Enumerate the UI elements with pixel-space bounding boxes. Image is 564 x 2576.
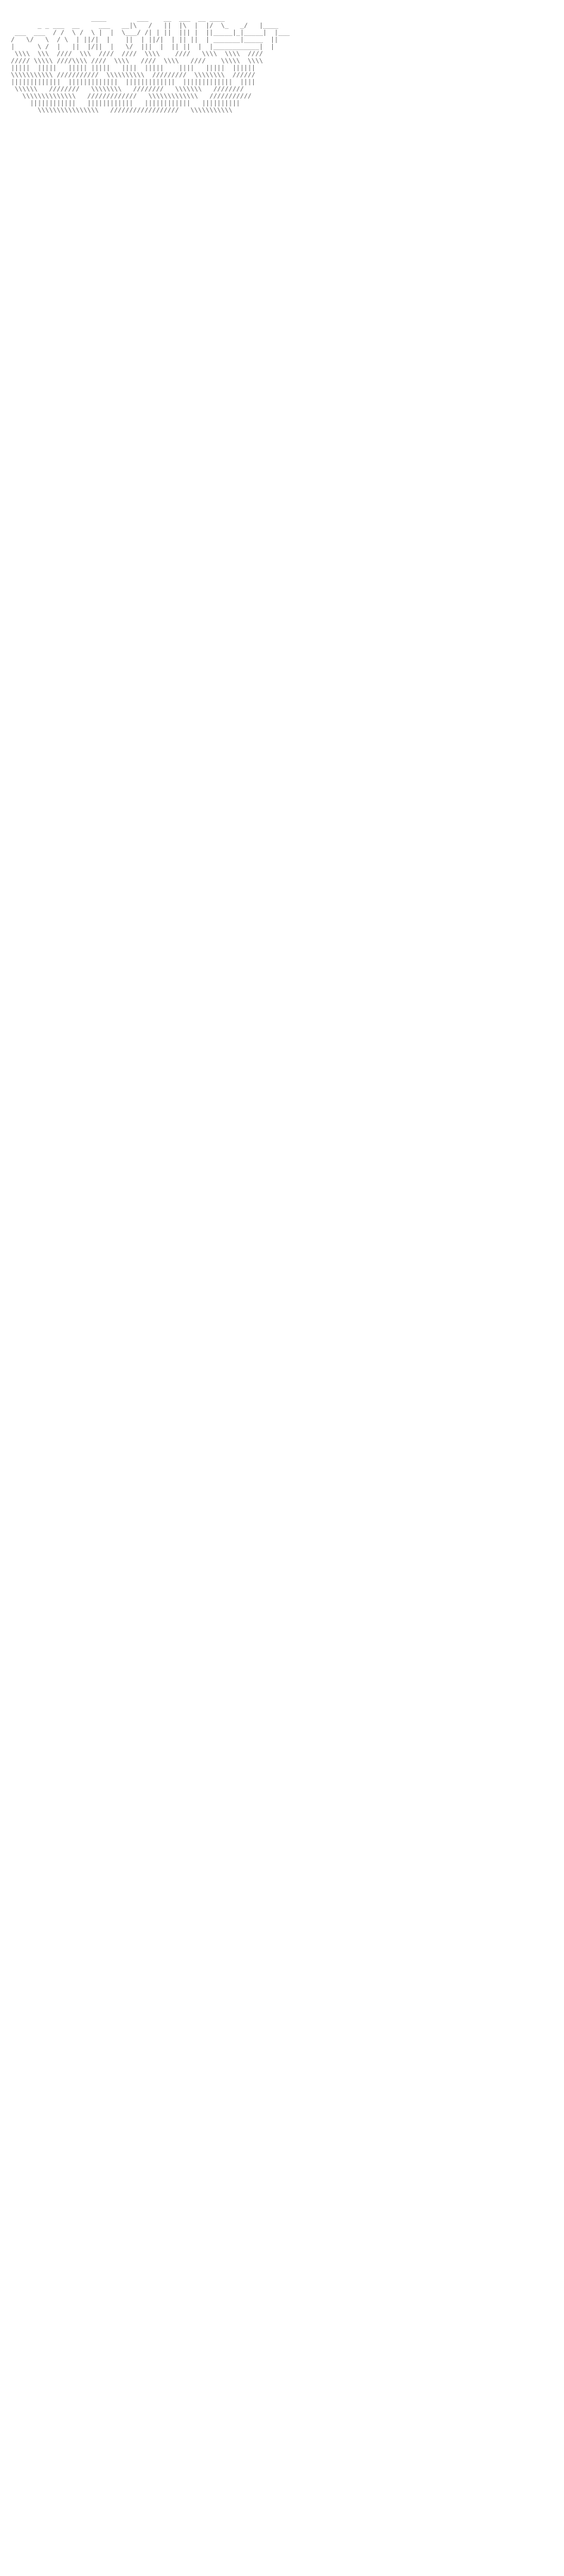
ascii-art-stadium: ____ ___ __ ___ __ ____ _ _ ___ __ ___ __|\ / || |\ | |/ \_ _/ |____ ___ ___ / / \ / \ | | \___/ /| | || ||| | ||_____|_|_____| |___ / \/ \ / \ | ||/| | || | ||/| | || || | _______|_____ || | \ / | || |/|| | \/ ||| | || || | |____________| | \\\\ \\\ //// \\\ //// //// \\\\ //// \\\\ \\\\ //// ///// \\\\\ ////\\\\ //// \\\\ //// \\\\ //// \\\\\ \\\\ ||||| ||||| ||||| ||||| |||| ||||| |||| ||||| |||||| \\\\\\\\\\\ /////////// \\\\\\\\\\ ///////// \\\\\\\\ ////// ||||||||||||| ||||||||||||| ||||||||||||| ||||||||||||| |||| \\\\\\ //////// \\\\\\\\ //////// \\\\\\\ //////// \\\\\\\\\\\\\\ ///////////// \\\\\\\\\\\\\ /////////// |||||||||||| |||||||||||| |||||||||||| |||||||||| \\\\\\\\\\\\\\\\ ////////////////// \\\\\\\\\\\ (11, 16, 290, 114)
